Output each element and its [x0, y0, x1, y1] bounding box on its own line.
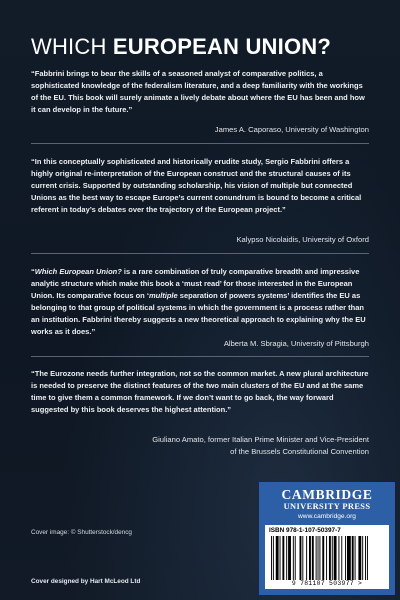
barcode-bar: [326, 536, 327, 580]
barcode-bar: [345, 536, 346, 580]
blurb-attribution-2: Kalypso Nicolaidis, University of Oxford: [236, 235, 369, 244]
blurb-quote-3: [31, 266, 369, 338]
cover-design-credit: Cover designed by Hart McLeod Ltd: [31, 578, 141, 585]
barcode-bar: [295, 536, 296, 580]
blurb-attribution-3: Alberta M. Sbragia, University of Pittsburgh: [223, 339, 369, 348]
barcode-bar: [322, 536, 324, 580]
title-prefix: WHICH: [31, 34, 113, 59]
blurb-attribution-1: James A. Caporaso, University of Washington: [214, 125, 369, 134]
divider-2: [31, 253, 369, 254]
divider-3: [31, 356, 369, 357]
barcode-bar: [316, 536, 317, 580]
publisher-name: CAMBRIDGE: [281, 487, 373, 502]
barcode-bar: [347, 536, 351, 580]
barcode-bar: [334, 536, 337, 580]
barcode-bar: [341, 536, 342, 580]
barcode-bar: [286, 536, 287, 580]
barcode-bar: [302, 536, 303, 580]
book-title: [31, 34, 331, 60]
blurb-attribution-4-line-2: of the Brussels Constitutional Convention: [230, 447, 369, 456]
barcode-graphic: [269, 536, 385, 580]
publisher-url: www.cambridge.org: [298, 513, 356, 520]
blurb-3-italic-word: multiple: [148, 291, 178, 300]
isbn-text: ISBN 978-1-107-50397-7: [269, 527, 341, 534]
barcode-bar: [358, 536, 361, 580]
barcode-bar: [306, 536, 307, 580]
blurb-3-text-a: is a rare combination of truly comparative breadth and impressive analytic structure which make this book a ‘must read’ for those interested in the European Union. Its comparative focus on ‘: [31, 267, 360, 300]
barcode-bar: [318, 536, 319, 580]
barcode-bar: [273, 536, 274, 580]
blurb-3-open-quote: “: [31, 267, 35, 276]
barcode-bar: [367, 536, 368, 580]
barcode-bar: [288, 536, 291, 580]
barcode-bar: [312, 536, 314, 580]
barcode-bar: [293, 536, 294, 580]
barcode-bar: [332, 536, 333, 580]
barcode-bar: [355, 536, 356, 580]
blurb-3-text-b: separation of powers systems’ identifies the EU as belonging to that group of political systems in which the government is a process rather than an institution. Fabbrini thereby suggests a new theoretical approach to explaining why the EU works as it does.”: [31, 291, 366, 336]
divider-1: [31, 143, 369, 144]
barcode-bar: [362, 536, 363, 580]
blurb-quote-2: “In this conceptually sophisticated and historically erudite study, Sergio Fabbrini offers a highly original re-interpretation of the European construct and the structural causes of its current crisis. Supported by outstanding scholarship, his vision of multiple but connected Unions as the best way to escape Europe’s current conundrum is bound to become a critical referent in today’s debates over the trajectory of the European project.”: [31, 157, 362, 214]
title-emphasis: EUROPEAN UNION?: [112, 34, 331, 59]
barcode-bar: [309, 536, 311, 580]
blurb-attribution-4-line-1: Giuliano Amato, former Italian Prime Minister and Vice-President: [152, 435, 369, 444]
blurb-quote-1: “Fabbrini brings to bear the skills of a seasoned analyst of comparative politics, a sophisticated knowledge of the federalism literature, and a deep familiarity with the workings of the EU. This book will surely animate a lively debate about where the EU has been and how it can develop in the future.”: [31, 69, 365, 114]
publisher-press: UNIVERSITY PRESS: [283, 502, 371, 511]
barcode-bar: [300, 536, 302, 580]
barcode-label: [265, 525, 389, 589]
barcode-bar: [319, 536, 320, 580]
barcode-bar: [365, 536, 366, 580]
blurb-3-book-title: Which European Union?: [34, 267, 122, 276]
publisher-logo-block: [259, 482, 395, 595]
barcode-bar: [282, 536, 284, 580]
blurb-quote-4: “The Eurozone needs further integration, not so the common market. A new plural architecture is needed to preserve the distinct features of the two main clusters of the EU and at the same time to give them a common framework. If we don’t want to go back, the way forward suggested by this book deserves the highest attention.”: [31, 369, 369, 414]
barcode-bar: [276, 536, 279, 580]
barcode-digits: 9 781107 503977 >: [291, 580, 363, 587]
barcode-bar: [352, 536, 354, 580]
cover-image-credit: Cover image: © Shutterstock/dencg: [31, 529, 132, 536]
barcode-bar: [271, 536, 272, 580]
barcode-bar: [329, 536, 331, 580]
barcode-bar: [280, 536, 281, 580]
barcode-bar: [338, 536, 339, 580]
